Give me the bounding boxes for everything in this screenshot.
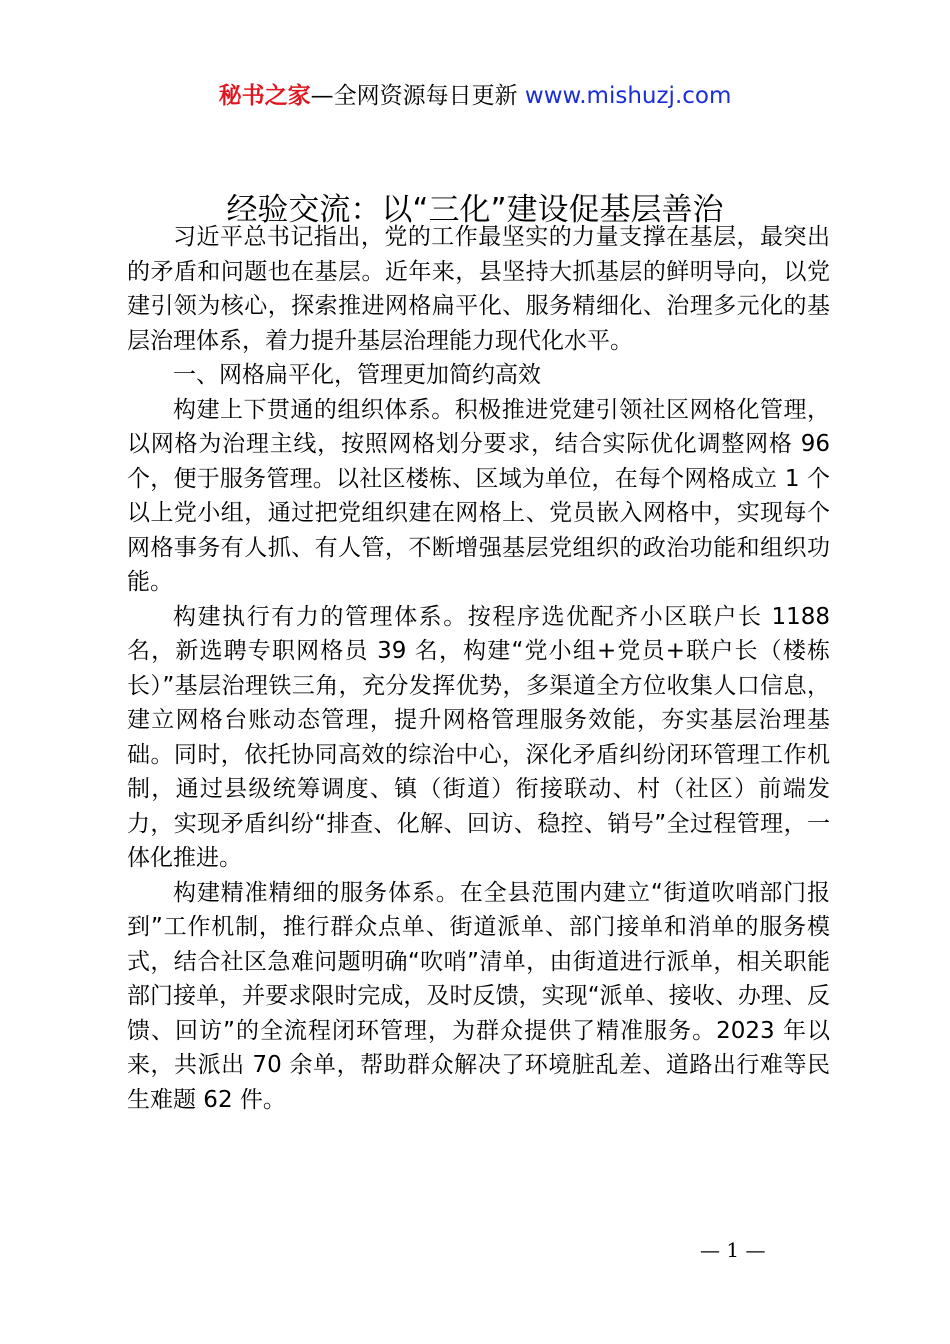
document-title: 经验交流：以“三化”建设促基层善治 [226,192,724,228]
section-heading-1: 一、网格扁平化，管理更加简约高效 [173,362,541,388]
paragraph-service-system: 构建精准精细的服务体系。在全县范围内建立“街道吹哨部门报到”工作机制，推行群众点单、街道派单、部门接单和消单的服务模式，结合社区急难问题明确“吹哨”清单，由街道进行派单，相关职能部门接单，并要求限时完成，及时反馈，实现“派单、接收、办理、反馈、回访”的全流程闭环管理，为群众提供了精准服务。2023 年以来，共派出 70 余单，帮助群众解决了环境脏乱差、道路出行难等民生难题 62 件。 [127,879,830,1113]
document-body [127,220,830,1117]
page-number: — 1 — [700,1238,766,1262]
site-url-link[interactable]: www.mishuzj.com [524,83,732,109]
banner-slogan: —全网资源每日更新 [310,83,525,109]
intro-paragraph: 习近平总书记指出，党的工作最坚实的力量支撑在基层，最突出的矛盾和问题也在基层。近年来，县坚持大抓基层的鲜明导向，以党建引领为核心，探索推进网格扁平化、服务精细化、治理多元化的基层治理体系，着力提升基层治理能力现代化水平。 [127,224,830,354]
paragraph-management-system: 构建执行有力的管理体系。按程序选优配齐小区联户长 1188 名，新选聘专职网格员 39 名，构建“党小组+党员+联户长（楼栋长）”基层治理铁三角，充分发挥优势，多渠道全方位收集人口信息，建立网格台账动态管理，提升网格管理服务效能，夯实基层治理基础。同时，依托协同高效的综治中心，深化矛盾纠纷闭环管理工作机制，通过县级统筹调度、镇（街道）衔接联动、村（社区）前端发力，实现矛盾纠纷“排查、化解、回访、稳控、销号”全过程管理，一体化推进。 [127,603,830,871]
paragraph-organization-system: 构建上下贯通的组织体系。积极推进党建引领社区网格化管理，以网格为治理主线，按照网格划分要求，结合实际优化调整网格 96 个，便于服务管理。以社区楼栋、区域为单位，在每个网格成立 1 个以上党小组，通过把党组织建在网格上、党员嵌入网格中，实现每个网格事务有人抓、有人管，不断增强基层党组织的政治功能和组织功能。 [127,396,830,595]
brand-name: 秘书之家 [218,83,311,109]
site-banner [0,80,950,112]
